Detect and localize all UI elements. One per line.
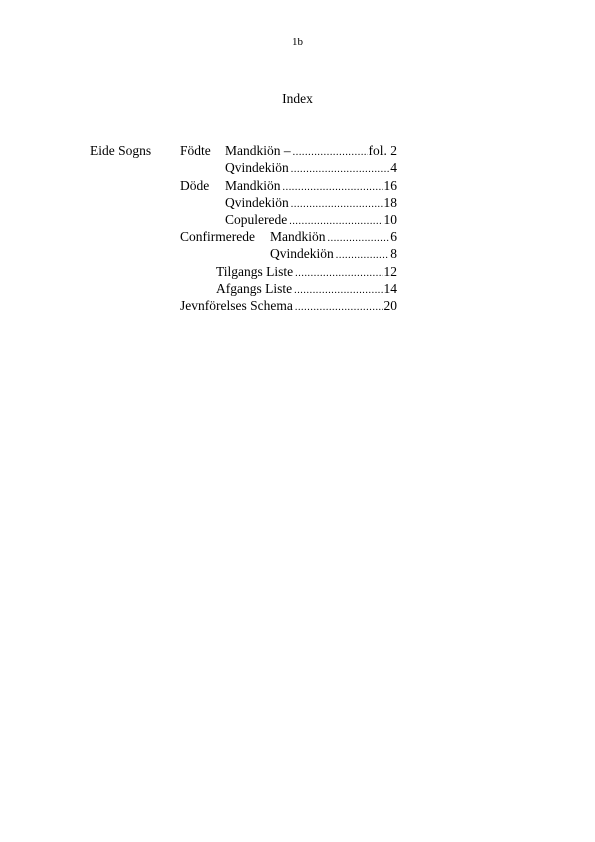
dot-leader <box>295 299 383 316</box>
entry-label: Mandkiön – <box>225 143 291 158</box>
entry-label: Copulerede <box>225 212 288 227</box>
index-entry <box>270 228 397 245</box>
entry-page: 20 <box>383 298 397 313</box>
index-entry <box>270 245 397 262</box>
parish-label: Eide Sogns <box>90 143 152 158</box>
entry-label: Mandkiön <box>270 229 326 244</box>
index-entry <box>225 194 397 211</box>
group-label-fodte: Födte <box>180 143 211 158</box>
index-entry <box>225 177 397 194</box>
entry-page: 6 <box>390 229 397 244</box>
entry-page: 14 <box>383 281 397 296</box>
dot-leader <box>336 247 390 264</box>
entry-page: 16 <box>383 178 397 193</box>
entry-label: Qvindekiön <box>270 246 334 261</box>
entry-page: 12 <box>383 264 397 279</box>
entry-label: Qvindekiön <box>225 195 289 210</box>
entry-page: 10 <box>383 212 397 227</box>
index-entry <box>225 211 397 228</box>
index-entry <box>225 159 397 176</box>
entry-page: 8 <box>390 246 397 261</box>
entry-page: 18 <box>383 195 397 210</box>
entry-page: fol. 2 <box>368 143 397 158</box>
entry-page: 4 <box>390 160 397 175</box>
page-title: Index <box>282 91 313 106</box>
group-label-confirmerede: Confirmerede <box>180 229 255 244</box>
index-entry <box>225 142 397 159</box>
entry-label: Tilgangs Liste <box>216 264 294 279</box>
page-number: 1b <box>292 36 303 48</box>
entry-label: Mandkiön <box>225 178 281 193</box>
entry-label: Afgangs Liste <box>216 281 293 296</box>
entry-label: Qvindekiön <box>225 160 289 175</box>
index-entry <box>216 280 397 297</box>
group-label-dode: Döde <box>180 178 210 193</box>
dot-leader <box>291 161 390 178</box>
index-entry <box>216 263 397 280</box>
entry-label: Jevnförelses Schema <box>180 298 293 313</box>
index-entry <box>180 297 397 314</box>
